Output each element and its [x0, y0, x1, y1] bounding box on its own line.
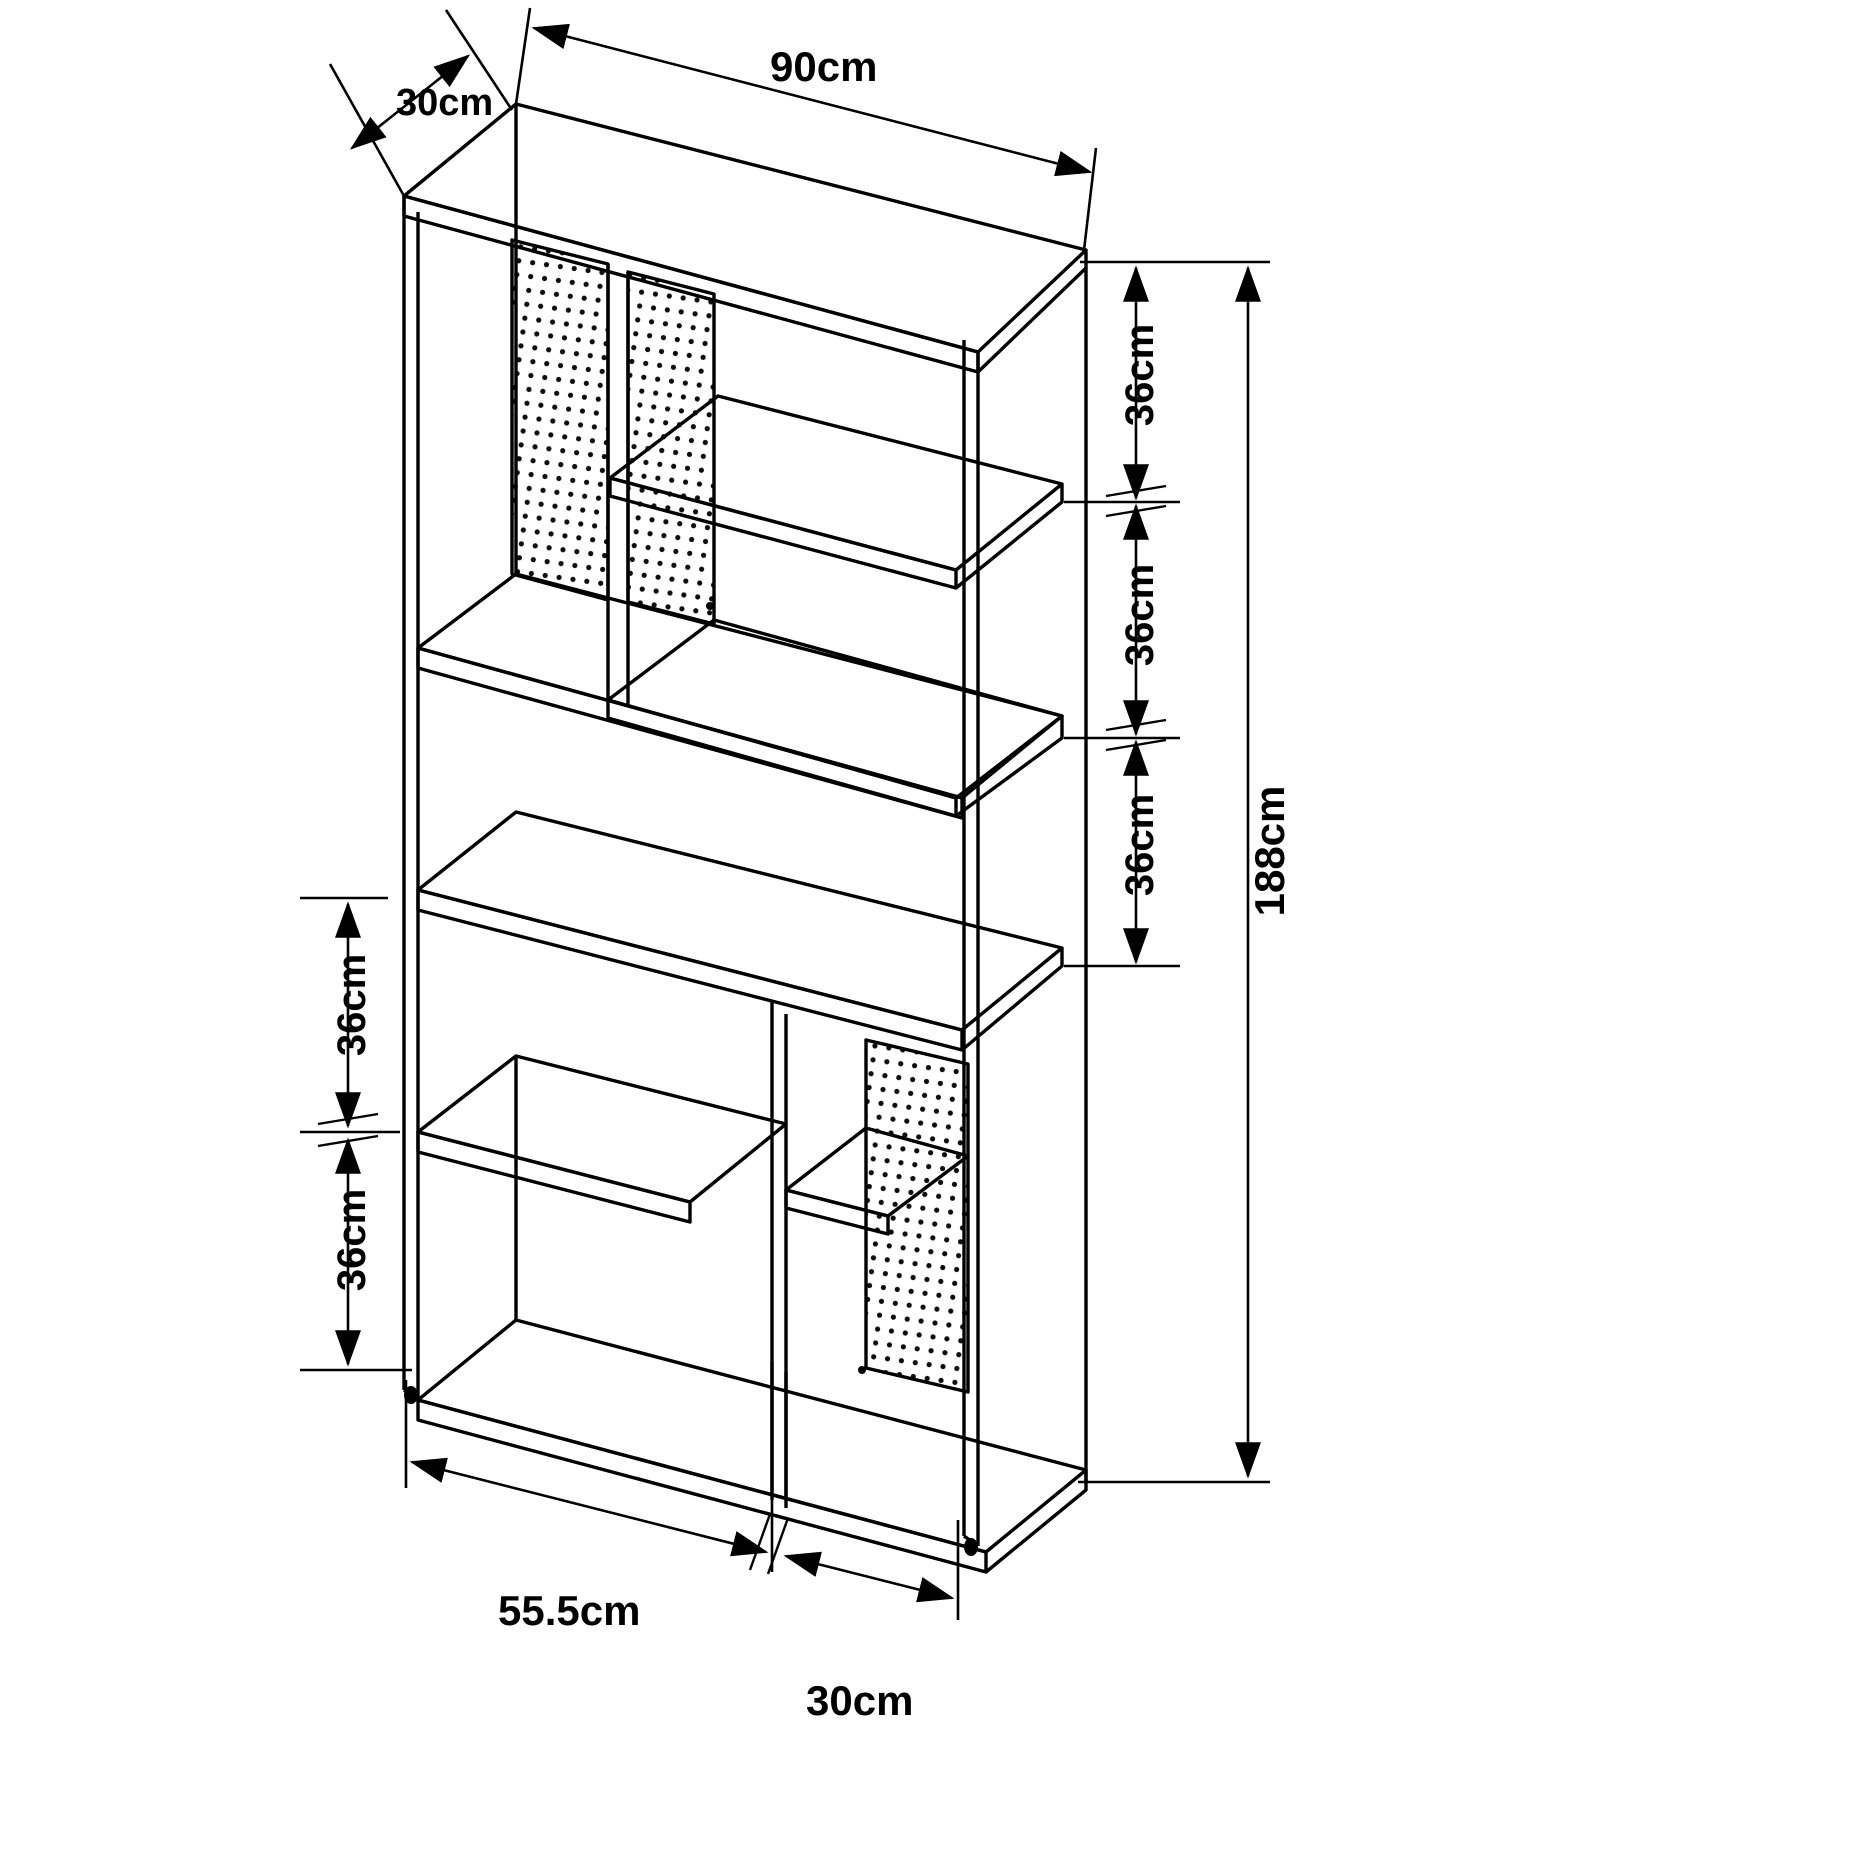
dimension-label-height-36-left-2: 36cm	[330, 1188, 374, 1292]
dimension-label-height-36-left-1: 36cm	[330, 953, 374, 1057]
dimension-label-height-36-right-3: 36cm	[1118, 793, 1162, 897]
dimension-label-bottom-right-span: 30cm	[806, 1677, 914, 1724]
dimension-label-total-height: 188cm	[1246, 785, 1293, 917]
perforated-panel-upper-right	[628, 272, 714, 624]
perforated-panel-upper-left	[512, 240, 608, 600]
shelf-body-outline	[404, 104, 1086, 1572]
dimension-label-height-36-right-2: 36cm	[1118, 563, 1162, 667]
dimension-label-height-36-right-1: 36cm	[1118, 323, 1162, 427]
dimension-label-depth-top: 30cm	[396, 82, 494, 124]
dimension-label-width-top: 90cm	[770, 43, 878, 90]
dimension-label-bottom-left-span: 55.5cm	[498, 1587, 641, 1634]
